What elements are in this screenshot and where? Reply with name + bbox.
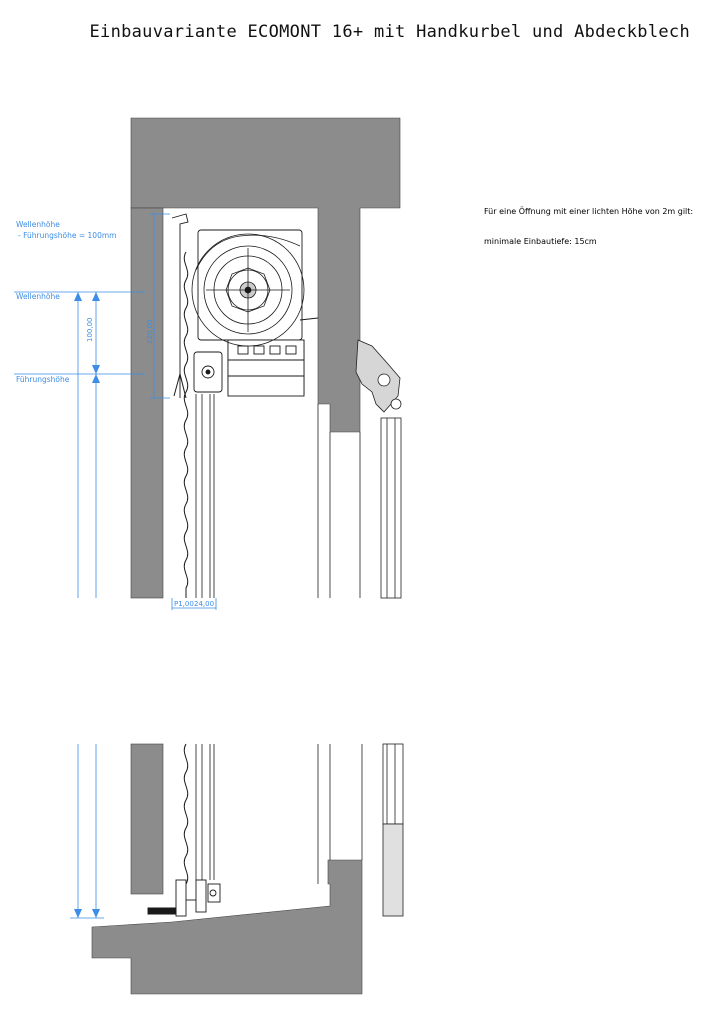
drawing-title: Einbauvariante ECOMONT 16+ mit Handkurbel und Abdeckblech [89,22,690,42]
shutter-curtain [174,252,188,884]
window-frame [381,418,403,916]
window-top-profile [356,340,401,412]
opening-lines [318,404,362,884]
shutter-roll [192,234,304,346]
guide-rail [196,394,214,880]
dim-220: 220,00 [146,319,154,344]
label-wellenhoehe-minus: - Führungshöhe = 100mm [18,231,117,240]
wall-left-lower [131,744,163,894]
dim-bottom-right: 24,00 [194,600,215,608]
dim-bottom-left: P1,00 [174,600,194,608]
crank-gearbox [194,352,222,392]
note-opening-height: Für eine Öffnung mit einer lichten Höhe von 2m gilt: [484,207,694,216]
dim-100: 100,00 [86,317,94,342]
note-min-depth: minimale Einbautiefe: 15cm [484,237,597,246]
label-fuehrungshoehe: Führungshöhe [16,375,70,384]
label-wellenhoehe-2: Wellenhöhe [16,292,60,301]
wall-left-upper [131,208,163,598]
label-wellenhoehe: Wellenhöhe [16,220,60,229]
